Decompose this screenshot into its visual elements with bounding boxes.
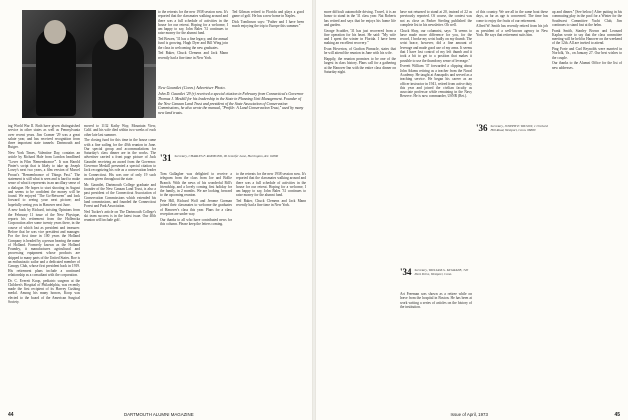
- column-4: [236, 172, 306, 408]
- class-year: '31: [160, 153, 172, 163]
- class-year: '36: [476, 123, 488, 133]
- paragraph: Ping Forte and Carl Reynolds were married in Norfolk, Va., on January 27. Our best wishes to the couple.: [552, 47, 622, 60]
- paragraph: New York Times, Valentine Day, contains an article by Richard Hale from London headlined "Lover in Film 'Remembrance'". It was Harold Pinter's script that is likely to take up Joseph Losey's next two years, a film version of Marcel Proust's "Remembrance of Things Past." The statement is still what is seen and is hard to make sense of what it represents in an ancillary sense of a dialogue. He hopes to start shooting in August and seems to be confident the money will be found. We enjoyed "The Go-Between" and look forward to seeing your next picture; and hopefully seeing you in Hanover next June.: [8, 151, 80, 207]
- paragraph: to the retreats for the new 1938 session now. It's reported that the classmates walking around and there was a full schedule of activities in the house for our retreat. Hoping for a welcome, I am happy to say, John Bales '31 continues to raise money for the alumni fund.: [158, 10, 228, 36]
- paragraph: Alfred W. Smith has recently retired from his job as president of a well-known agency in New York. He says that retirement suits him.: [476, 24, 548, 37]
- paragraph: Dick Tomlinson says: "Father and I have been much enjoying the trip to Europe this summer.": [232, 19, 304, 29]
- paragraph: more difficult automobile driving. Travel, it is an honor to stand in the '31 class year. Nat Roberts has retired and says that he enjoys his home life and garden.: [324, 10, 396, 27]
- page-number: 45: [614, 412, 620, 418]
- column-2: [400, 10, 472, 262]
- paragraph: George Scudder, '31 has just recovered from a fine operation for his heart. He said: "My wife and I spent the winter in Florida. I have been making an excellent recovery.": [324, 28, 396, 46]
- paragraph: Everett William '37 forwarded a clipping about John Adams retiring as a teacher from the Naval Academy. He taught at Annapolis and served as a teaching service. He began his career as an officer instructor in 1941, retired from active duty this year and joined the civilian faculty as associate professor while remaining in the Navy Reserve. He is now commander, USNR (Ret.).: [400, 64, 472, 99]
- page-number: 44: [8, 412, 14, 418]
- award-photo: [22, 10, 156, 118]
- magazine-title: DARTMOUTH ALUMNI MAGAZINE: [123, 412, 194, 417]
- column-4: [552, 10, 622, 408]
- column-intro-a: [158, 10, 228, 84]
- column-2: [84, 124, 156, 408]
- paragraph: Pete Hill, Richard Wolf and Jerome Gorman joined their classmates to welcome the graduates of Hanover's class this year. Plans for a class reception are under way.: [160, 199, 232, 217]
- right-page: [316, 0, 628, 420]
- paragraph: Our thanks to the Alumni Office for the list of new addresses.: [552, 61, 622, 70]
- column-3: [476, 10, 548, 408]
- paragraph: Art Freeman was shown as a retiree while on leave from the hospital in Boston. He has been at work writing a series of articles on the history of the institution.: [400, 292, 472, 309]
- paragraph: Chuck Shay, our columnist, says: "It seems to have made more difference for you, for the record, I broke my wrist badly on my thumb. The wrist brace, however, did a fine amount of leverage and made good use of my arms. It seems that I have lost control of my left thumb and it took a bit to get to a position that makes it possible to use the thumb my sense of leverage.": [400, 28, 472, 63]
- paragraph: Our thanks to all who have contributed news for this column. Please keep the letters coming.: [160, 217, 232, 227]
- paragraph: Ted Baker, Chuck Clemens and Jack Mann recently had a fine time in New York.: [236, 199, 306, 208]
- paragraph: moved to 1132 Kathy Way, Mountain View, Calif. and his wife died within two weeks of each other late last summer.: [84, 124, 156, 137]
- caption-title: New Gauntlet (Conn.) Advertiser Photo.: [158, 85, 226, 90]
- paragraph: to the retreats for the new 1938 session now. It's reported that the classmates walking around and there was a full schedule of activities in the house for our retreat. Hoping for a welcome, I am happy to say, John Bales '31 continues to raise money for the alumni fund.: [236, 172, 306, 198]
- issue-date: Issue of April, 1973: [450, 412, 488, 417]
- paragraph: Happily, the reunion promises to be one of the largest in class history. Plans call for a gathering at the Hanover Inn with the entire class dinner on Saturday night.: [324, 57, 396, 75]
- paragraph: have not returned to stand at 20, instead of 22 as previously reported. Of course, the contest was not as close as Parker Sterling published the complete list in his newsletter. Oh well.: [400, 10, 472, 27]
- paragraph: Mr. Gauntlet, Dartmouth College graduate and founder of the New Canaan Land Trust, is also a past president of the Connecticut Association of Conservation Commissions which extended his land commissions, and founded the Connecticut Forest and Park Association.: [84, 182, 156, 209]
- photo-caption: [158, 86, 304, 117]
- paragraph: of this country. We are all in the same boat these days, as far as age is concerned. The time has come to enjoy the fruits of our retirement.: [476, 10, 548, 23]
- column-1: [8, 124, 80, 408]
- class-year: '34: [400, 267, 412, 277]
- class-heading-31: [160, 154, 306, 163]
- column-3: [160, 172, 232, 408]
- column-intro-b: [232, 10, 304, 84]
- paragraph: The closing fund for this time in the house came with a fine sailing for the 40th reunion in June. Our special group and accommodations for Saturday's class dinner are in the works. The advertiser carried a front page picture of Jack Gauntlet receiving an award from the Governor. Governor Meskill presented a special citation to Jack recognizing his role as a conservation leader in Connecticut. His was one of only 19 such awards given throughout the state.: [84, 138, 156, 181]
- class-secretary-address: Secretary, JOSEPH P. WILSON, 1 Orchard Hill Road, Westport, Conn. 06880: [490, 124, 548, 132]
- paragraph: Ted Gilman retired to Florida and plays a good game of golf. He has a new home in Naples.: [232, 10, 304, 19]
- left-page: [0, 0, 312, 420]
- paragraph: Evan Hoverton, of Grafton Pinnacle, states that he will attend the reunion in June with his wife.: [324, 47, 396, 56]
- paragraph: up and dinner." [See below.] After putting in his commuting play in the pool for a Winter for the Southwest Committee Yacht Club, Jim continues to stand fast at the helm.: [552, 10, 622, 27]
- paragraph: Ted Bowen, '31 has a fine legacy, and the annual fund is growing. Hugh Dyer and Bill Wing join the class in welcoming the new graduates.: [158, 37, 228, 50]
- class-heading-36: [476, 124, 548, 133]
- left-footer: [8, 412, 304, 418]
- paragraph: A new book by Richard, twisting Opinions from the February 11 issue of the New Physique, reports his retirement from the Hollencka Corporation after some twenty years there, in the course of which last as president and treasurer. Before that he was vice president and manager. For the first time in 100 years the Holland Company is headed by a person bearing the name of Holland. Formerly known as the Holland Foundry, it manufactures agricultural and processing equipment whose products are shipped to many parts of the United States. Roe is an enthusiastic sailor and a dedicated member of Canopy Club, whose first president back in 1919. His retirement plans include a continued relationship as a consultant with the corporation.: [8, 208, 80, 277]
- class-heading-34: [400, 268, 472, 277]
- paragraph: Tom Gallagher was delighted to receive a telegram from the class from Joe and Bollie Branch. With the news of his wonderful Bill's friendship, and a lovely coming first holiday for the family, in 2 months. We are looking forward to the upcoming reunion.: [160, 172, 232, 198]
- paragraph: Ted Baker, Chuck Clemens and Jack Mann recently had a fine time in New York.: [158, 51, 228, 60]
- class-secretary-address: Secretary, CHARLES F. RAYMOND, 96 Jennifer Lane, Harrington, R.I. 02806: [174, 154, 279, 158]
- paragraph: ing World War II. Both have given distinguished service in other states as well as Pennsylvania over recent years. Jim Cramer '29 was a great salute year, and has received recognition from three important state tunnels: Dartmouth and Rutger.: [8, 124, 80, 150]
- paragraph: Dr. C. Everett Koop, pediatric surgeon at the Children's Hospital of Philadelphia, was recently made the first recipient of its Harvey Cushing medal. Among his many honors, Koop was elected to the board of the American Surgical Society.: [8, 278, 80, 305]
- column-2b: [400, 292, 472, 408]
- column-1: [324, 10, 396, 408]
- right-footer: [324, 412, 620, 418]
- class-secretary-address: Secretary, WILLIAM G. McGRANE, 720 Park Drive, Westport, Conn.: [414, 268, 469, 276]
- paragraph: Frank Smith, Stanley Brown and Leonard Kaplan wrote to say that the class committee meeting will be held in Hanover on the weekend of the 12th. All are invited to attend.: [552, 28, 622, 46]
- caption-body: John D. Gauntlet '29 (r) received a special citation in February from Connecticut's Governor Thomas J. Meskill for his leadership in the State in Planning Unit Management. Founder of the New Canaan Land Trust and president of the State Association of Conservation Commissions, he also wrote the manual, "Profile: A Land Conservation Trust," used by many new land trusts.: [158, 92, 304, 116]
- paragraph: Ned Tucker's article on The Dartmouth College's ski team success is in the latest issue. Our 40th reunion will include golf.: [84, 209, 156, 223]
